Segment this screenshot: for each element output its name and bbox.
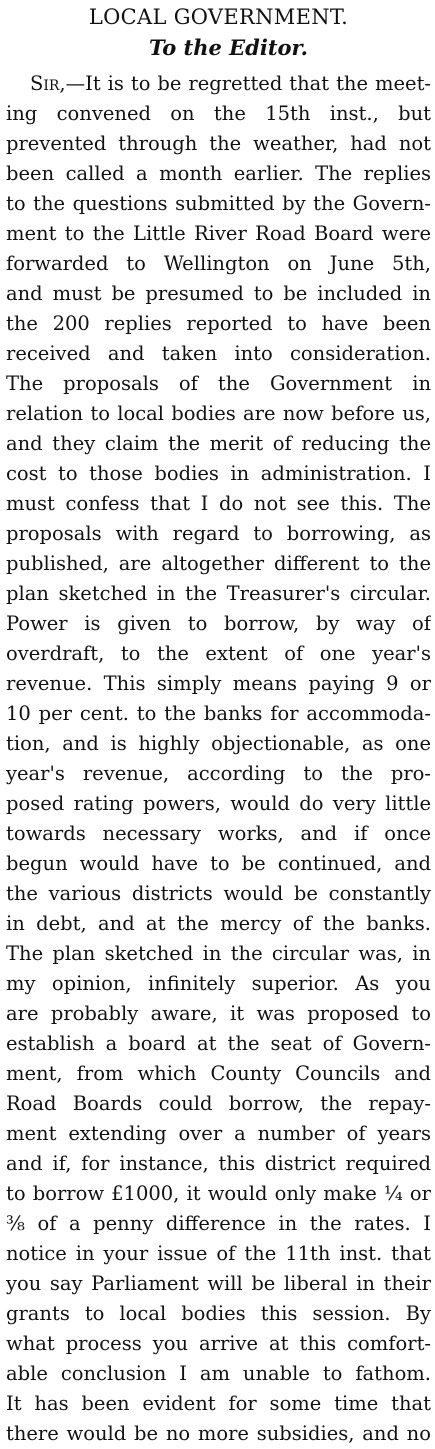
text-line: posed rating powers, would do very little xyxy=(6,792,431,815)
text-line: the various districts would be constantly xyxy=(6,882,431,905)
line-text: —It is to be regretted that the meet- xyxy=(65,72,431,95)
letter-body xyxy=(6,69,431,1449)
text-line: published, are altogether different to the xyxy=(6,552,431,575)
text-line: received and taken into consideration. xyxy=(6,342,431,365)
text-line: notice in your issue of the 11th inst. that xyxy=(6,1242,431,1265)
text-line: you say Parliament will be liberal in their xyxy=(6,1272,431,1295)
text-line: forwarded to Wellington on June 5th, xyxy=(6,252,431,275)
text-line: there would be no more subsidies, and no xyxy=(6,1422,431,1445)
text-line: The plan sketched in the circular was, in xyxy=(6,942,431,965)
salutation: Sir, xyxy=(30,72,66,95)
text-line: and must be presumed to be included in xyxy=(6,282,431,305)
text-line: begun would have to be continued, and xyxy=(6,852,431,875)
text-line: towards necessary works, and if once xyxy=(6,822,431,845)
text-line: year's revenue, according to the pro- xyxy=(6,762,431,785)
text-line: ment extending over a number of years xyxy=(6,1122,431,1145)
text-line: Road Boards could borrow, the repay- xyxy=(6,1092,431,1115)
text-line: revenue. This simply means paying 9 or xyxy=(6,672,431,695)
text-line: cost to those bodies in administration. I xyxy=(6,462,431,485)
text-line: 10 per cent. to the banks for accommoda- xyxy=(6,702,431,725)
text-line: my opinion, infinitely superior. As you xyxy=(6,972,431,995)
text-line: to the questions submitted by the Govern- xyxy=(6,192,431,215)
text-line: establish a board at the seat of Govern- xyxy=(6,1032,431,1055)
text-line xyxy=(6,69,431,99)
text-line: must confess that I do not see this. The xyxy=(6,492,431,515)
text-line: the 200 replies reported to have been xyxy=(6,312,431,335)
text-line: and if, for instance, this district required xyxy=(6,1152,431,1175)
article-subheading: To the Editor. xyxy=(149,35,308,60)
text-line: been called a month earlier. The replies xyxy=(6,162,431,185)
text-line: overdraft, to the extent of one year's xyxy=(6,642,431,665)
text-line: prevented through the weather, had not xyxy=(6,132,431,155)
article-heading: LOCAL GOVERNMENT. xyxy=(88,5,349,29)
text-line: proposals with regard to borrowing, as xyxy=(6,522,431,545)
text-line: ing convened on the 15th inst., but xyxy=(6,102,431,125)
text-line: ment, from which County Councils and xyxy=(6,1062,431,1085)
text-line: in debt, and at the mercy of the banks. xyxy=(6,912,431,935)
text-line: grants to local bodies this session. By xyxy=(6,1302,431,1325)
text-line: ⅜ of a penny difference in the rates. I xyxy=(6,1212,431,1235)
text-line: tion, and is highly objectionable, as one xyxy=(6,732,431,755)
text-line: what process you arrive at this comfort- xyxy=(6,1332,431,1355)
text-line: It has been evident for some time that xyxy=(6,1392,431,1415)
text-line: relation to local bodies are now before us, xyxy=(6,402,431,425)
text-line: are probably aware, it was proposed to xyxy=(6,1002,431,1025)
text-line: Power is given to borrow, by way of xyxy=(6,612,431,635)
text-line: able conclusion I am unable to fathom. xyxy=(6,1362,431,1385)
text-line: to borrow £1000, it would only make ¼ or xyxy=(6,1182,431,1205)
text-line: ment to the Little River Road Board were xyxy=(6,222,431,245)
text-line: and they claim the merit of reducing the xyxy=(6,432,431,455)
text-line: The proposals of the Government in xyxy=(6,372,431,395)
text-line: plan sketched in the Treasurer's circular. xyxy=(6,582,431,605)
